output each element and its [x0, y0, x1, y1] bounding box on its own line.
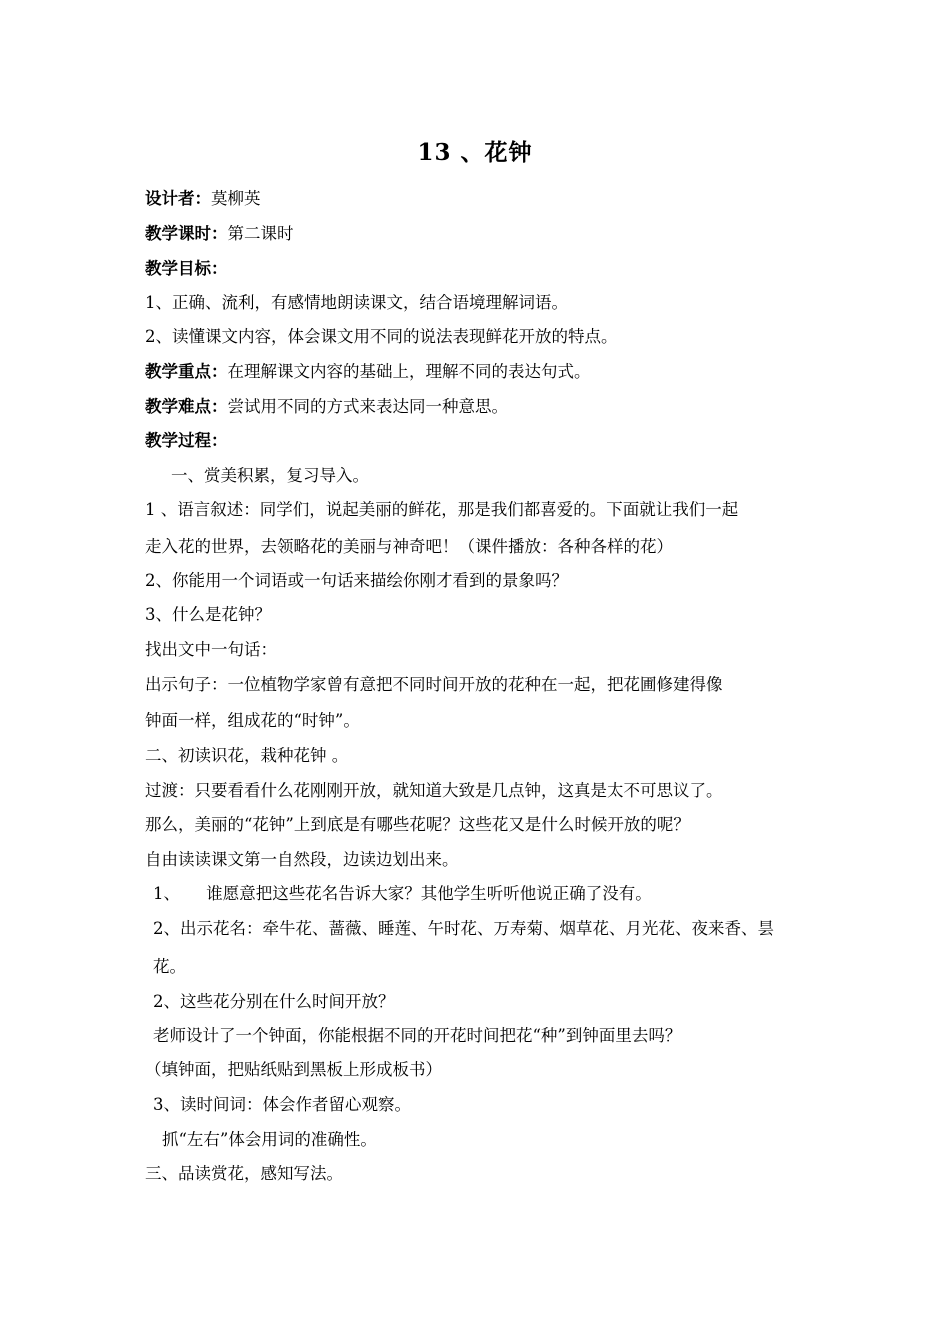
- period-line: [145, 222, 815, 246]
- period-value: 第二课时: [227, 224, 294, 243]
- designer-value: 莫柳英: [211, 189, 261, 208]
- paragraph: 2、你能用一个词语或一句话来描绘你刚才看到的景象吗？: [145, 571, 568, 590]
- designer-line: [145, 187, 815, 211]
- paragraph: 过渡：只要看看什么花刚刚开放，就知道大致是几点钟，这真是太不可思议了。: [145, 781, 723, 800]
- paragraph: 抓“左右”体会用词的准确性。: [162, 1130, 377, 1149]
- paragraph: 钟面一样，组成花的“时钟”。: [145, 711, 360, 730]
- paragraph: （填钟面，把贴纸贴到黑板上形成板书）: [145, 1060, 442, 1079]
- paragraph: 找出文中一句话：: [145, 640, 277, 659]
- paragraph: 2、这些花分别在什么时间开放？: [153, 992, 395, 1011]
- difficulty-label: 教学难点：: [145, 397, 228, 416]
- paragraph: 1 、语言叙述：同学们，说起美丽的鲜花，那是我们都喜爱的。下面就让我们一起: [145, 500, 739, 519]
- paragraph: 出示句子：一位植物学家曾有意把不同时间开放的花种在一起，把花圃修建得像: [145, 675, 723, 694]
- focus-label: 教学重点：: [145, 362, 228, 381]
- section-3-heading: 三、品读赏花，感知写法。: [145, 1164, 343, 1183]
- paragraph: 自由读读课文第一自然段，边读边划出来。: [145, 850, 459, 869]
- period-label: 教学课时：: [145, 224, 228, 243]
- difficulty-line: [145, 395, 815, 419]
- process-heading: 教学过程：: [145, 431, 228, 450]
- goals-heading: 教学目标：: [145, 259, 228, 278]
- paragraph: 走入花的世界，去领略花的美丽与神奇吧！（课件播放：各种各样的花）: [145, 537, 673, 556]
- section-2-heading: 二、初读识花，栽种花钟 。: [145, 746, 349, 765]
- paragraph: 那么，美丽的“花钟”上到底是有哪些花呢？这些花又是什么时候开放的呢？: [145, 815, 690, 834]
- focus-value: 在理解课文内容的基础上，理解不同的表达句式。: [227, 362, 591, 381]
- focus-line: [145, 360, 815, 384]
- paragraph: 老师设计了一个钟面，你能根据不同的开花时间把花“种”到钟面里去吗？: [153, 1026, 682, 1045]
- paragraph: 3、读时间词：体会作者留心观察。: [153, 1095, 411, 1114]
- paragraph: 1、 谁愿意把这些花名告诉大家？其他学生听听他说正确了没有。: [153, 884, 652, 903]
- designer-label: 设计者：: [145, 189, 211, 208]
- goal-item-2: 2、读懂课文内容，体会课文用不同的说法表现鲜花开放的特点。: [145, 327, 618, 346]
- paragraph: 3、什么是花钟？: [145, 605, 271, 624]
- section-1-heading: 一、赏美积累，复习导入。: [171, 466, 369, 485]
- paragraph: 2、出示花名：牵牛花、蔷薇、睡莲、午时花、万寿菊、烟草花、月光花、夜来香、昙: [153, 919, 774, 938]
- goal-item-1: 1、正确、流利，有感情地朗读课文，结合语境理解词语。: [145, 293, 568, 312]
- paragraph: 花。: [153, 957, 186, 976]
- page-title: 13 、花钟: [417, 139, 533, 166]
- difficulty-value: 尝试用不同的方式来表达同一种意思。: [227, 397, 508, 416]
